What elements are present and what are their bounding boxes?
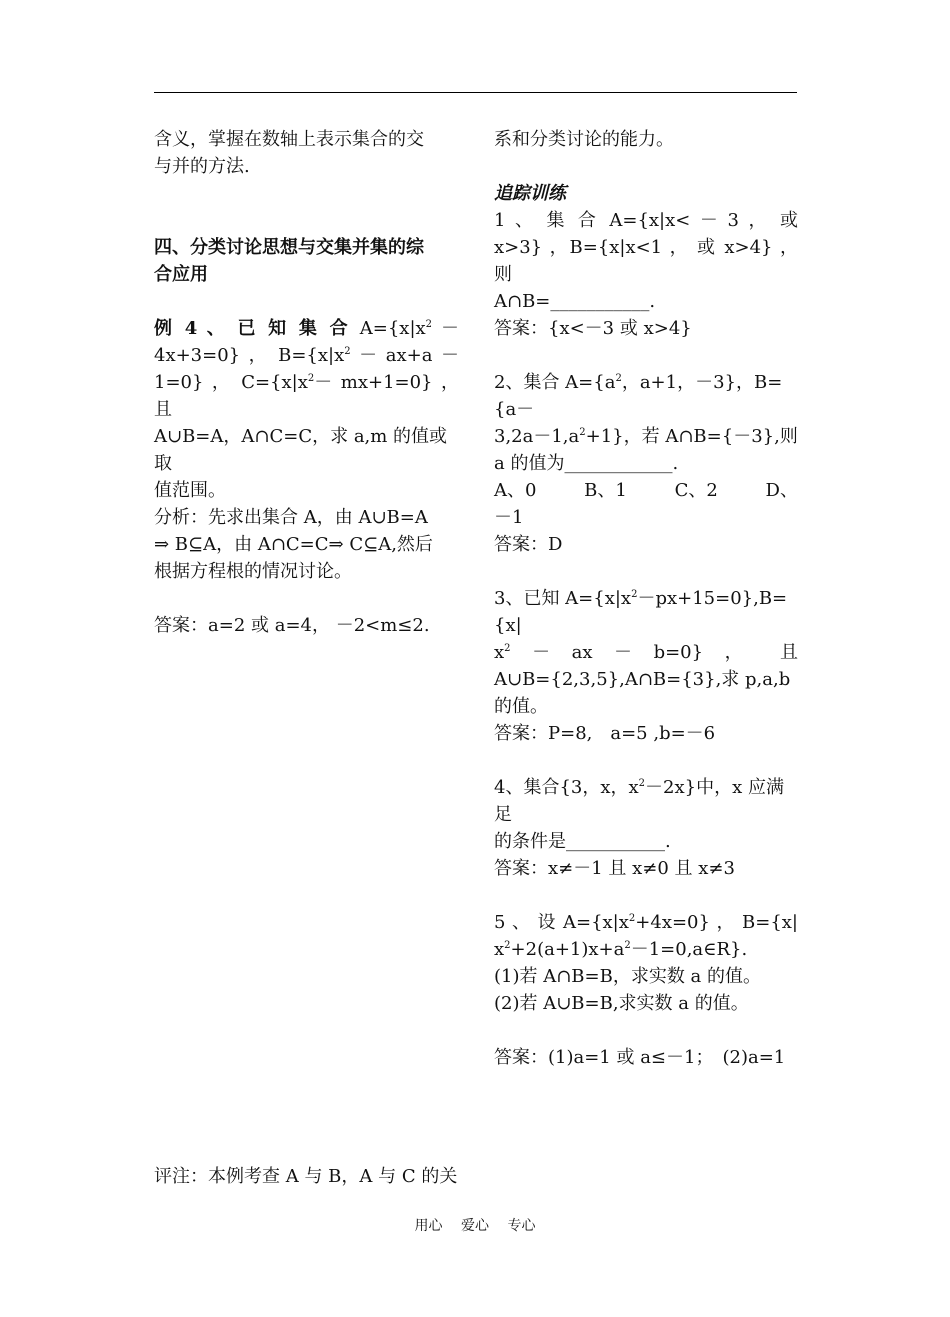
option-c: C、2 (674, 480, 718, 501)
right-column (494, 126, 798, 1071)
q2-line: a 的值为____________. (494, 453, 679, 474)
option-b: B、1 (584, 480, 627, 501)
header-rule (154, 92, 797, 93)
example-4-line: 例 4 、 已 知 集 合 $A=\{x|x^2$ － (154, 318, 459, 339)
option-a: A、0 (494, 480, 537, 501)
q3-line: 3、已知 $A=\{x|x^2-px+15=0\},B=\{x|$ (494, 588, 788, 636)
q5-part-1: (1)若 A∩B=B，求实数 a 的值。 (494, 966, 762, 987)
intro-line: 含义，掌握在数轴上表示集合的交 (154, 129, 424, 150)
analysis-line: 分析：先求出集合 A，由 A∪B=A (154, 507, 428, 528)
q1-answer: 答案：{x<－3 或 x>4} (494, 318, 692, 339)
q1-line: x>3} ，B={x|x<1 ， 或 x>4} ， 则 (494, 237, 798, 285)
q3-line: $x^2$ － ax － b=0} ， 且 (494, 642, 798, 663)
q5-part-2: (2)若 A∪B=B,求实数 a 的值。 (494, 993, 749, 1014)
section-heading: 合应用 (154, 264, 208, 285)
example-4-line: 4x+3=0} ， $B=\{x|x^2 - ax+a$ － (154, 345, 459, 366)
q3-answer: 答案：P=8, a=5 ,b=－6 (494, 723, 716, 744)
comment-line: 评注：本例考查 A 与 B，A 与 C 的关 (154, 1166, 458, 1187)
section-heading: 四、分类讨论思想与交集并集的综 (154, 237, 424, 258)
q3-line: A∪B={2,3,5},A∩B={3},求 p,a,b (494, 669, 791, 690)
q2-line: 2、集合 $A=\{a^2$，a+1，－3}，B={a－ (494, 372, 783, 420)
example-4-answer: 答案：a=2 或 a=4， －2<m≤2. (154, 615, 430, 636)
example-4-line: 1=0} ， $C=\{x|x^2- mx+1=0\}$ ， 且 (154, 372, 459, 420)
option-d: D、 (765, 480, 798, 501)
q5-line: $x^2+2(a+1)x+a^2-1=0,a\in R$}. (494, 939, 748, 960)
q3-line: 的值。 (494, 696, 548, 717)
q2-answer: 答案：D (494, 534, 563, 555)
analysis-line: 根据方程根的情况讨论。 (154, 561, 352, 582)
continued-text: 系和分类讨论的能力。 (494, 129, 674, 150)
intro-line: 与并的方法. (154, 156, 250, 177)
q1-line: A∩B=___________. (494, 291, 656, 312)
q4-line: 的条件是___________. (494, 831, 671, 852)
q5-answer: 答案：(1)a=1 或 a≤－1； (2)a=1 (494, 1047, 786, 1068)
left-column (154, 126, 459, 639)
q4-answer: 答案：x≠－1 且 x≠0 且 x≠3 (494, 858, 735, 879)
analysis-line: ⇒ B⊆A，由 A∩C=C⇒ C⊆A,然后 (154, 534, 433, 555)
training-title: 追踪训练 (494, 183, 566, 204)
option-d-value: －1 (494, 507, 524, 528)
q2-line: $3,2a-1,a^2+1$}，若 A∩B={－3},则 (494, 426, 798, 447)
q2-options (494, 477, 798, 504)
example-4-line: A∪B=A，A∩C=C，求 a,m 的值或取 (154, 426, 448, 474)
q5-line: 5 、 设 $A=\{x|x^2+4x=0\}$ ， B={x| (494, 912, 798, 933)
q1-line: 1 、 集 合 A={x|x< － 3 ， 或 (494, 210, 798, 231)
page-footer: 用心 爱心 专心 (414, 1218, 536, 1234)
example-4-line: 值范围。 (154, 480, 226, 501)
q4-line: 4、集合{3，x，$x^2-2x$}中，x 应满足 (494, 777, 784, 825)
